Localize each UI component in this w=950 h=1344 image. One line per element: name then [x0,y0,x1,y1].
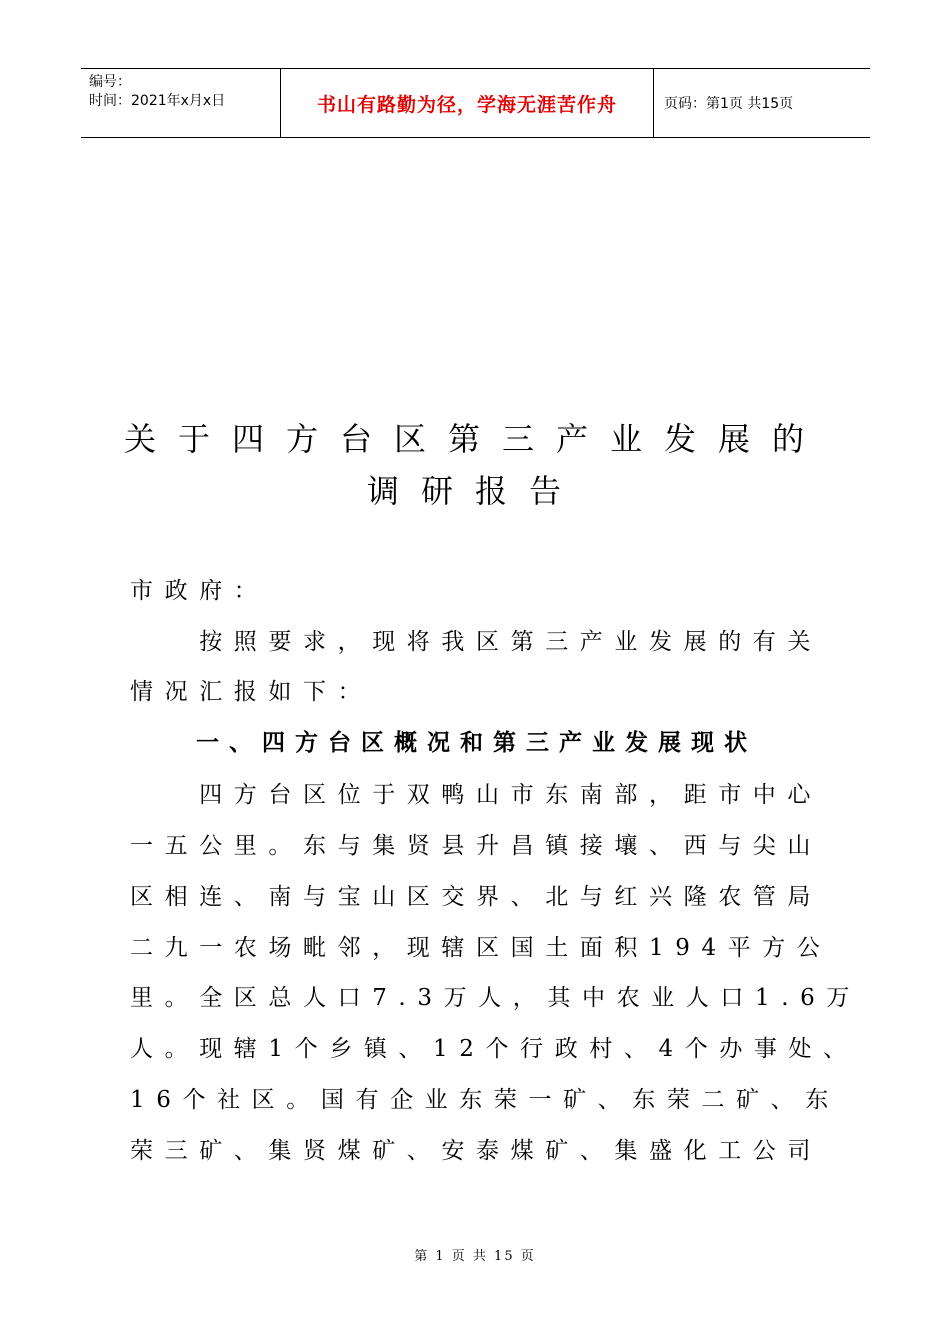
header-meta [81,69,281,137]
body-line: 情况汇报如下： [130,679,373,705]
body-line: 一五公里。东与集贤县升昌镇接壤、西与尖山 [130,833,822,859]
body-line: 16个社区。国有企业东荣一矿、东荣二矿、东 [130,1087,840,1113]
document-header [81,68,870,138]
body-line: 区相连、南与宝山区交界、北与红兴隆农管局 [130,884,822,910]
time-label: 时间：2021年x月x日 [89,93,226,109]
number-label: 编号： [89,74,131,90]
header-page-info: 页码：第1页 共15页 [664,96,794,112]
section-heading: 一、四方台区概况和第三产业发展现状 [130,730,757,756]
page-footer: 第 1 页 共 15 页 [414,1249,536,1264]
salutation: 市政府： [130,578,269,604]
document-title-line-1: 关于四方台区第三产业发展的 [123,420,826,458]
document-title-line-2: 调研报告 [366,472,583,510]
body-line: 二九一农场毗邻，现辖区国土面积194平方公 [130,935,832,961]
body-line: 四方台区位于双鸭山市东南部，距市中心 [130,782,822,808]
body-line: 人。现辖1个乡镇、12个行政村、4个办事处、 [130,1036,858,1062]
body-line: 荣三矿、集贤煤矿、安泰煤矿、集盛化工公司 [130,1138,822,1164]
body-line: 按照要求，现将我区第三产业发展的有关 [130,629,822,655]
body-line: 里。全区总人口7.3万人，其中农业人口1.6万 [130,985,861,1011]
header-motto: 书山有路勤为径，学海无涯苦作舟 [281,69,654,137]
